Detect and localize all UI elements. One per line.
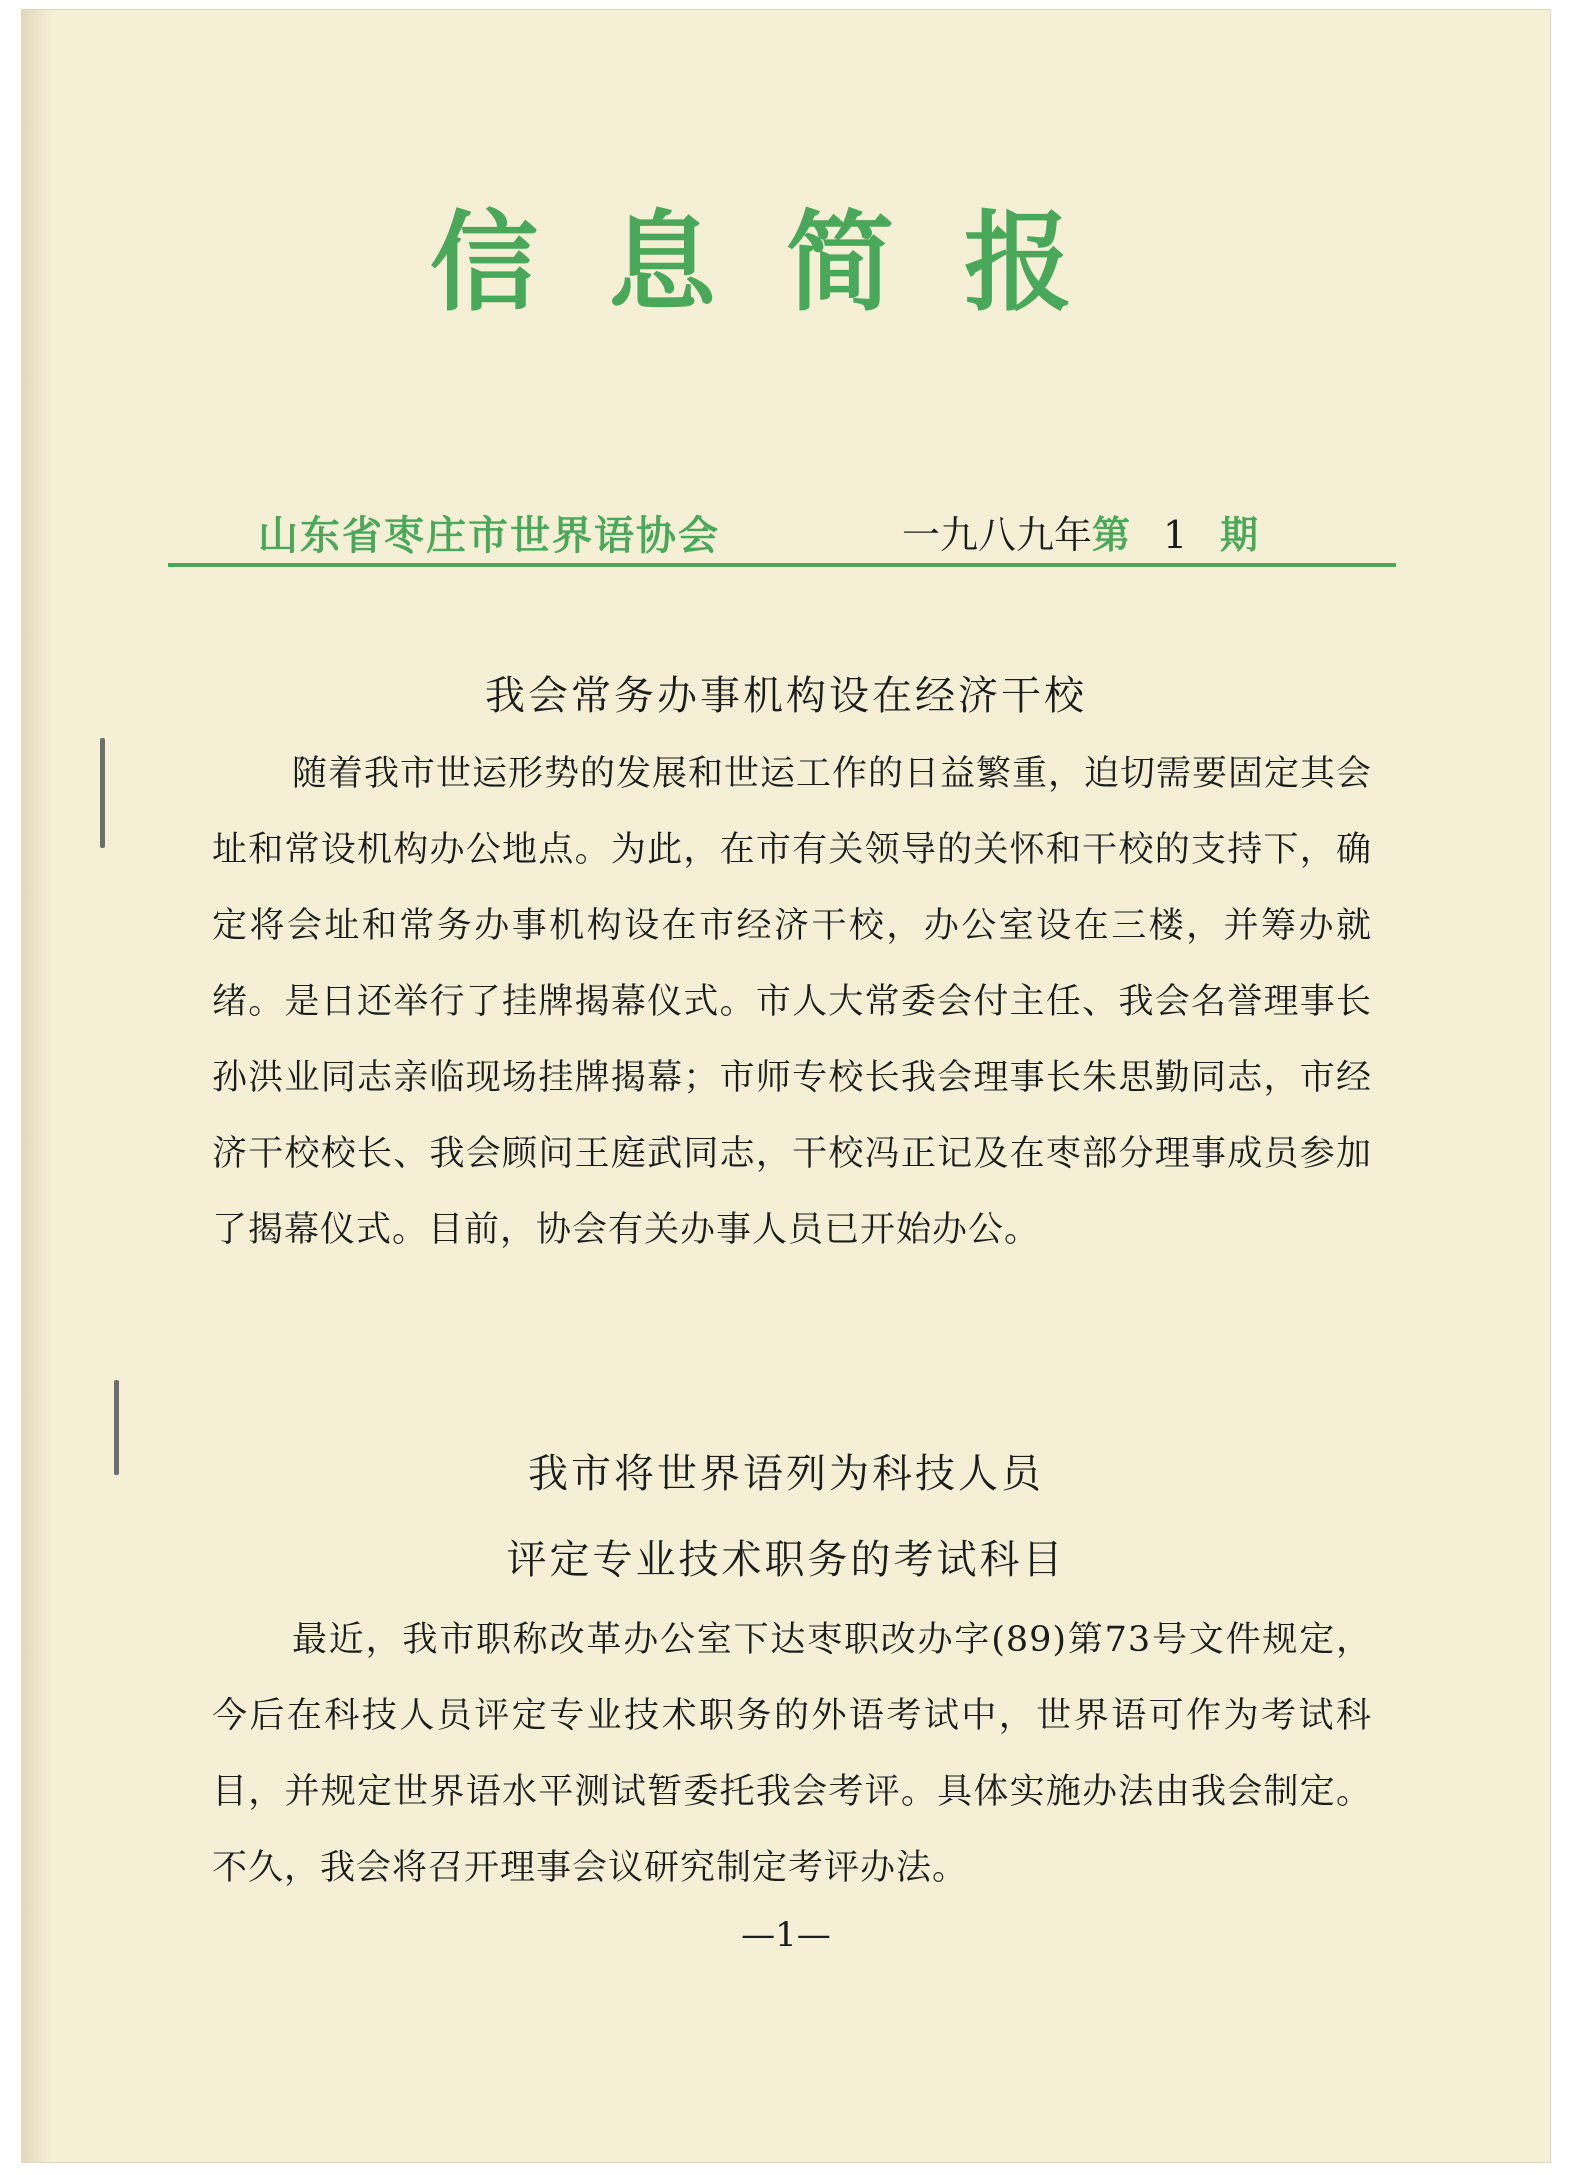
staple-mark-bottom [114,1380,119,1475]
issue-line [902,504,1258,559]
article-2-heading-line-1: 我市将世界语列为科技人员 [528,1451,1044,1497]
article-1-heading: 我会常务办事机构设在经济干校 [485,673,1087,719]
issue-label: 第 [1092,513,1131,557]
article-1-body: 随着我市世运形势的发展和世运工作的日益繁重，迫切需要固定其会址和常设机构办公地点。为此，在市有关领导的关怀和干校的支持下，确定将会址和常务办事机构设在市经济干校，办公室设在三楼，并筹办就绪。是日还举行了挂牌揭幕仪式。市人大常委会付主任、我会名誉理事长孙洪业同志亲临现场挂牌揭幕；市师专校长我会理事长朱思勤同志，市经济干校校长、我会顾问王庭武同志，干校冯正记及在枣部分理事成员参加了揭幕仪式。目前，协会有关办事人员已开始办公。 [212,754,1373,1250]
staple-mark-top [100,738,105,848]
issue-number: 1 [1162,513,1188,557]
page-number: —1— [741,1915,831,1955]
organization-name: 山东省枣庄市世界语协会 [258,513,720,559]
article-2-body: 最近，我市职称改革办公室下达枣职改办字(89)第73号文件规定，今后在科技人员评定专业技术职务的外语考试中，世界语可作为考试科目，并规定世界语水平测试暂委托我会考评。具体实施办法由我会制定。不久，我会将召开理事会议研究制定考评办法。 [212,1620,1372,1888]
issue-suffix: 期 [1220,513,1259,557]
masthead-title: 信息简报 [429,201,1142,326]
paper-fold-shadow [22,10,52,2162]
article-2-heading-line-2: 评定专业技术职务的考试科目 [506,1537,1066,1583]
issue-year: 一九八九年 [902,513,1093,557]
document-page [22,10,1550,2162]
header-divider [168,563,1396,567]
